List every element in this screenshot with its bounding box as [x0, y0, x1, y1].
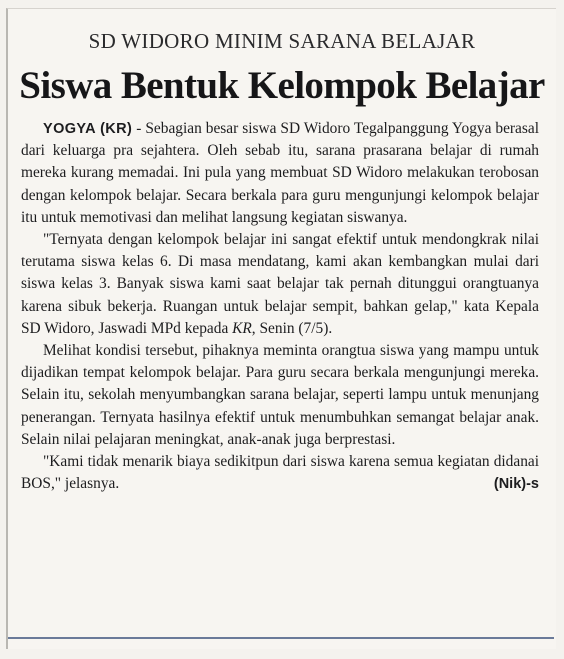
article-dateline: YOGYA (KR): [43, 121, 133, 137]
article-headline: Siswa Bentuk Kelompok Belajar: [19, 64, 545, 107]
article-kicker: SD WIDORO MINIM SARANA BELAJAR: [88, 29, 476, 53]
paragraph-1-text: - Sebagian besar siswa SD Widoro Tegalpanggung Yogya berasal dari keluarga pra sejahtera. Oleh sebab itu, sarana prasarana belajar di rumah mereka kurang memadai. Ini pula yang membuat SD Widoro melakukan terobosan dengan kelompok belajar. Secara berkala para guru mengunjungi kelompok belajar itu untuk memotivasi dan melihat langsung kegiatan siswanya.: [21, 120, 539, 226]
paragraph-4: [21, 451, 539, 495]
article-body: [21, 118, 539, 495]
paragraph-2-text-after: , Senin (7/5).: [251, 319, 333, 337]
paragraph-2-source: KR: [232, 319, 252, 337]
article-signature: (Nik)-s: [493, 476, 539, 493]
bottom-rule: [8, 637, 554, 639]
paragraph-4-text: "Kami tidak menarik biaya sedikitpun dari siswa karena semua kegiatan didanai BOS," jelasnya.: [21, 453, 539, 493]
paragraph-2: [21, 229, 539, 340]
paragraph-1: [21, 118, 539, 229]
paragraph-3: Melihat kondisi tersebut, pihaknya meminta orangtua siswa yang mampu untuk dijadikan tempat kelompok belajar. Para guru secara berkala mengunjungi mereka. Selain itu, sekolah menyumbangkan sarana belajar, seperti lampu untuk menunjang penerangan. Ternyata hasilnya efektif untuk menumbuhkan semangat belajar anak. Selain nilai pelajaran meningkat, anak-anak juga berprestasi.: [21, 342, 539, 448]
paragraph-2-text-before: "Ternyata dengan kelompok belajar ini sangat efektif untuk mendongkrak nilai terutama siswa kelas 6. Di masa mendatang, kami akan kembangkan mulai dari siswa kelas 3. Banyak siswa kami saat belajar tak pernah ditunggui orangtuanya karena sibuk bekerja. Ruangan untuk belajar sempit, bahkan gelap," kata Kepala SD Widoro, Jaswadi MPd kepada: [21, 231, 539, 337]
